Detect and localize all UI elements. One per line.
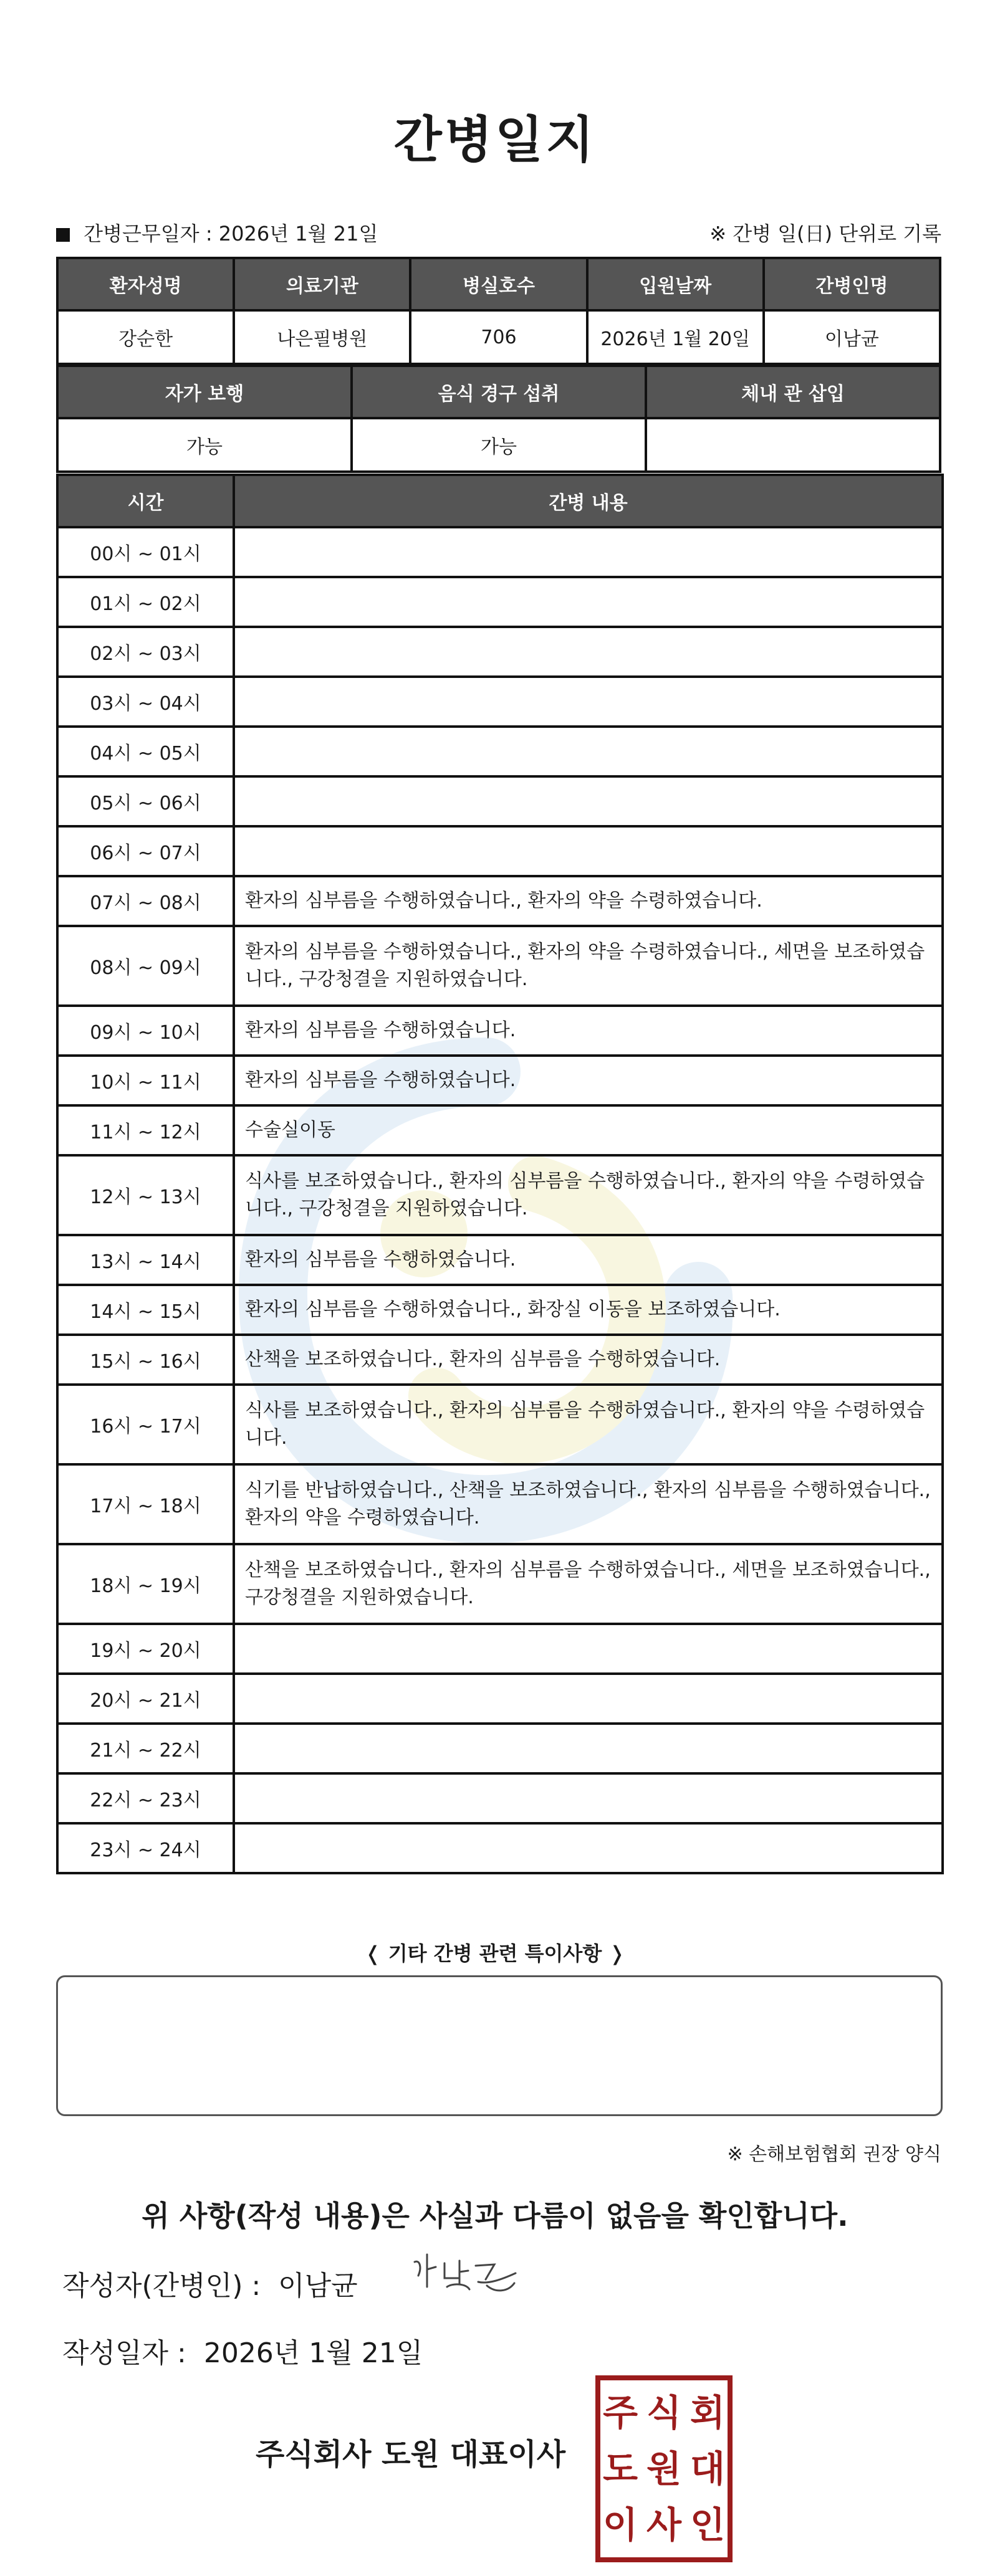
log-row bbox=[57, 727, 943, 776]
svg-text:회: 회 bbox=[690, 2392, 726, 2434]
header-caregiver-name: 간병인명 bbox=[764, 258, 940, 310]
admission-date: 2026년 1월 20일 bbox=[587, 310, 764, 364]
tube-insertion-value bbox=[646, 418, 940, 472]
log-row bbox=[57, 1235, 943, 1285]
header-self-walking: 자가 보행 bbox=[57, 366, 352, 418]
log-row bbox=[57, 1105, 943, 1155]
log-row bbox=[57, 926, 943, 1006]
log-row bbox=[57, 1674, 943, 1724]
patient-status-table bbox=[56, 365, 941, 473]
log-time: 17시 ~ 18시 bbox=[57, 1464, 234, 1544]
confirmation-statement: 위 사항(작성 내용)은 사실과 다름이 없음을 확인합니다. bbox=[142, 2199, 848, 2233]
handwritten-signature bbox=[408, 2248, 521, 2298]
log-content: 환자의 심부름을 수행하였습니다. bbox=[234, 1006, 943, 1056]
header-patient-name: 환자성명 bbox=[57, 258, 234, 310]
page-title: 간병일지 bbox=[393, 111, 597, 169]
log-time: 14시 ~ 15시 bbox=[57, 1285, 234, 1335]
written-date-value: 2026년 1월 21일 bbox=[203, 2337, 423, 2369]
log-content bbox=[234, 1724, 943, 1773]
status-header-row bbox=[57, 366, 940, 418]
log-content: 환자의 심부름을 수행하였습니다. bbox=[234, 1056, 943, 1105]
oral-intake-value: 가능 bbox=[352, 418, 646, 472]
log-time: 03시 ~ 04시 bbox=[57, 677, 234, 727]
header-hospital: 의료기관 bbox=[234, 258, 410, 310]
log-body bbox=[57, 527, 943, 1873]
log-time: 15시 ~ 16시 bbox=[57, 1335, 234, 1385]
log-row bbox=[57, 627, 943, 677]
writer-name: 이남균 bbox=[278, 2270, 358, 2302]
status-value-row bbox=[57, 418, 940, 472]
log-time: 13시 ~ 14시 bbox=[57, 1235, 234, 1285]
log-content: 식사를 보조하였습니다., 환자의 심부름을 수행하였습니다., 환자의 약을 수령하였습니다. bbox=[234, 1385, 943, 1464]
svg-text:사: 사 bbox=[646, 2504, 682, 2546]
company-representative: 주식회사 도원 대표이사 bbox=[256, 2437, 566, 2472]
log-row bbox=[57, 1773, 943, 1823]
header-time: 시간 bbox=[57, 475, 234, 527]
svg-text:대: 대 bbox=[690, 2448, 726, 2490]
remarks-box bbox=[56, 1975, 943, 2116]
header-tube-insertion: 체내 관 삽입 bbox=[646, 366, 940, 418]
log-content bbox=[234, 776, 943, 826]
log-time: 20시 ~ 21시 bbox=[57, 1674, 234, 1724]
log-content bbox=[234, 627, 943, 677]
self-walking-value: 가능 bbox=[57, 418, 352, 472]
room-number: 706 bbox=[410, 310, 587, 364]
log-content bbox=[234, 1773, 943, 1823]
log-content: 식사를 보조하였습니다., 환자의 심부름을 수행하였습니다., 환자의 약을 수령하였습니다., 구강청결을 지원하였습니다. bbox=[234, 1155, 943, 1235]
log-row bbox=[57, 826, 943, 876]
svg-text:이: 이 bbox=[602, 2504, 638, 2546]
square-bullet-icon bbox=[56, 228, 70, 242]
log-row bbox=[57, 1285, 943, 1335]
log-content: 산책을 보조하였습니다., 환자의 심부름을 수행하였습니다. bbox=[234, 1335, 943, 1385]
writer-line bbox=[62, 2263, 358, 2303]
record-unit-note: ※ 간병 일(日) 단위로 기록 bbox=[709, 222, 941, 246]
log-content bbox=[234, 727, 943, 776]
log-content: 산책을 보조하였습니다., 환자의 심부름을 수행하였습니다., 세면을 보조하였습니다., 구강청결을 지원하였습니다. bbox=[234, 1544, 943, 1624]
log-content bbox=[234, 577, 943, 627]
log-time: 09시 ~ 10시 bbox=[57, 1006, 234, 1056]
log-row bbox=[57, 1544, 943, 1624]
log-content bbox=[234, 677, 943, 727]
log-time: 22시 ~ 23시 bbox=[57, 1773, 234, 1823]
log-time: 21시 ~ 22시 bbox=[57, 1724, 234, 1773]
patient-info-table bbox=[56, 257, 941, 365]
log-row bbox=[57, 1006, 943, 1056]
log-time: 12시 ~ 13시 bbox=[57, 1155, 234, 1235]
log-time: 02시 ~ 03시 bbox=[57, 627, 234, 677]
log-time: 08시 ~ 09시 bbox=[57, 926, 234, 1006]
header-care-content: 간병 내용 bbox=[234, 475, 943, 527]
log-content: 환자의 심부름을 수행하였습니다. bbox=[234, 1235, 943, 1285]
log-time: 11시 ~ 12시 bbox=[57, 1105, 234, 1155]
log-time: 07시 ~ 08시 bbox=[57, 876, 234, 926]
written-date-line bbox=[62, 2330, 423, 2370]
recommended-form-note: ※ 손해보험협회 권장 양식 bbox=[727, 2144, 941, 2165]
log-row bbox=[57, 1624, 943, 1674]
log-content: 환자의 심부름을 수행하였습니다., 화장실 이동을 보조하였습니다. bbox=[234, 1285, 943, 1335]
log-row bbox=[57, 1056, 943, 1105]
log-content bbox=[234, 1674, 943, 1724]
log-time: 00시 ~ 01시 bbox=[57, 527, 234, 577]
log-row bbox=[57, 1464, 943, 1544]
writer-label: 작성자(간병인) : bbox=[62, 2270, 261, 2302]
work-date-value: 2026년 1월 21일 bbox=[218, 222, 378, 246]
header-admission-date: 입원날짜 bbox=[587, 258, 764, 310]
log-row bbox=[57, 1155, 943, 1235]
svg-text:원: 원 bbox=[646, 2448, 682, 2490]
svg-text:인: 인 bbox=[690, 2504, 726, 2546]
patient-header-row bbox=[57, 258, 940, 310]
log-content: 수술실이동 bbox=[234, 1105, 943, 1155]
log-time: 10시 ~ 11시 bbox=[57, 1056, 234, 1105]
log-row bbox=[57, 776, 943, 826]
log-header-row bbox=[57, 475, 943, 527]
written-date-label: 작성일자 : bbox=[62, 2337, 186, 2369]
log-content: 환자의 심부름을 수행하였습니다., 환자의 약을 수령하였습니다., 세면을 보조하였습니다., 구강청결을 지원하였습니다. bbox=[234, 926, 943, 1006]
caregiver-name: 이남균 bbox=[764, 310, 940, 364]
svg-text:주: 주 bbox=[602, 2392, 638, 2434]
hospital-name: 나은필병원 bbox=[234, 310, 410, 364]
log-content: 식기를 반납하였습니다., 산책을 보조하였습니다., 환자의 심부름을 수행하였습니다., 환자의 약을 수령하였습니다. bbox=[234, 1464, 943, 1544]
log-time: 23시 ~ 24시 bbox=[57, 1823, 234, 1873]
log-row bbox=[57, 1724, 943, 1773]
remarks-title: ❬ 기타 간병 관련 특이사항 ❭ bbox=[364, 1942, 626, 1965]
log-time: 04시 ~ 05시 bbox=[57, 727, 234, 776]
log-time: 19시 ~ 20시 bbox=[57, 1624, 234, 1674]
log-content bbox=[234, 1823, 943, 1873]
log-row bbox=[57, 1335, 943, 1385]
log-time: 01시 ~ 02시 bbox=[57, 577, 234, 627]
hourly-care-log-table bbox=[56, 474, 944, 1874]
svg-text:도: 도 bbox=[602, 2448, 638, 2490]
svg-text:식: 식 bbox=[646, 2392, 682, 2434]
header-oral-intake: 음식 경구 섭취 bbox=[352, 366, 646, 418]
log-row bbox=[57, 1823, 943, 1873]
header-room-number: 병실호수 bbox=[410, 258, 587, 310]
company-seal-stamp bbox=[595, 2375, 733, 2562]
work-date-label: 간병근무일자 : bbox=[84, 222, 213, 246]
log-row bbox=[57, 577, 943, 627]
log-row bbox=[57, 876, 943, 926]
log-time: 05시 ~ 06시 bbox=[57, 776, 234, 826]
log-content: 환자의 심부름을 수행하였습니다., 환자의 약을 수령하였습니다. bbox=[234, 876, 943, 926]
log-row bbox=[57, 1385, 943, 1464]
work-date-line bbox=[56, 218, 378, 247]
log-content bbox=[234, 527, 943, 577]
log-row bbox=[57, 677, 943, 727]
log-content bbox=[234, 826, 943, 876]
log-content bbox=[234, 1624, 943, 1674]
log-row bbox=[57, 527, 943, 577]
log-time: 06시 ~ 07시 bbox=[57, 826, 234, 876]
patient-value-row bbox=[57, 310, 940, 364]
log-time: 18시 ~ 19시 bbox=[57, 1544, 234, 1624]
patient-name: 강순한 bbox=[57, 310, 234, 364]
log-time: 16시 ~ 17시 bbox=[57, 1385, 234, 1464]
